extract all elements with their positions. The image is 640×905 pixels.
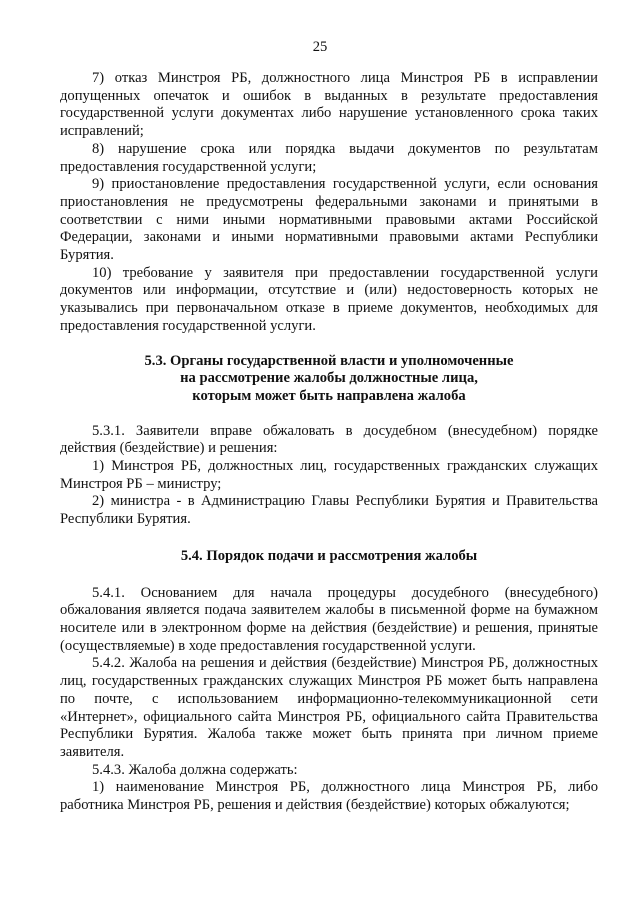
page-number: 25 [312,39,328,55]
paragraph: 1) Минстроя РБ, должностных лиц, государственных гражданских служащих Минстроя РБ – министру; [60,458,598,492]
paragraph: 1) наименование Минстроя РБ, должностного лица Минстроя РБ, либо работника Минстроя РБ, решения и действия (бездействие) которых обжалуются; [60,779,598,814]
paragraph: 2) министра - в Администрацию Главы Республики Бурятия и Правительства Республики Бурятия. [60,493,598,528]
paragraph: 5.4.1. Основанием для начала процедуры досудебного (внесудебного) обжалования является подача заявителем жалобы в письменной форме на бумажном носителе или в электронном форме на действия (бездействие) и решения, принятые (осуществляемые) в ходе предоставления государственной услуги. [60,584,598,654]
paragraph: 5.4.2. Жалоба на решения и действия (бездействие) Минстроя РБ, должностных лиц, государственных гражданских служащих Минстроя РБ может быть направлена по почте, с использованием информационно-телекоммуникационной сети «Интернет», официального сайта Минстроя РБ, официального сайта Правительства Республики Бурятия. Жалоба также может быть принята при личном приеме заявителя. [60,655,598,760]
heading-line: которым может быть направлена жалоба [192,387,466,404]
list-item: 8) нарушение срока или порядка выдачи документов по результатам предоставления государственной услуги; [60,140,598,175]
heading-line: 5.4. Порядок подачи и рассмотрения жалобы [180,547,478,564]
section-heading-5-4 [60,548,598,566]
heading-line: 5.3. Органы государственной власти и уполномоченные [144,352,514,369]
heading-line: на рассмотрение жалобы должностные лица, [180,370,478,387]
paragraph: 5.4.3. Жалоба должна содержать: [92,761,298,778]
paragraph: 5.3.1. Заявители вправе обжаловать в досудебном (внесудебном) порядке действия (бездействие) и решения: [60,422,598,457]
list-item: 9) приостановление предоставления государственной услуги, если основания приостановления не предусмотрены федеральными законами и принятыми в соответствии с ними иными нормативными правовыми актами Российской Федерации, законами и иными нормативными правовыми актами Республики Бурятия. [60,176,598,264]
list-item: 7) отказ Минстроя РБ, должностного лица Минстроя РБ в исправлении допущенных опечаток и ошибок в выданных в результате предоставления государственной услуги документах либо нарушение установленного срока таких исправлений; [60,70,598,140]
list-item: 10) требование у заявителя при предоставлении государственной услуги документов или информации, отсутствие и (или) недостоверность которых не указывались при первоначальном отказе в приеме документов, необходимых для предоставления государственной услуги. [60,264,598,334]
section-heading-5-3 [60,353,598,406]
page-content [60,70,598,815]
